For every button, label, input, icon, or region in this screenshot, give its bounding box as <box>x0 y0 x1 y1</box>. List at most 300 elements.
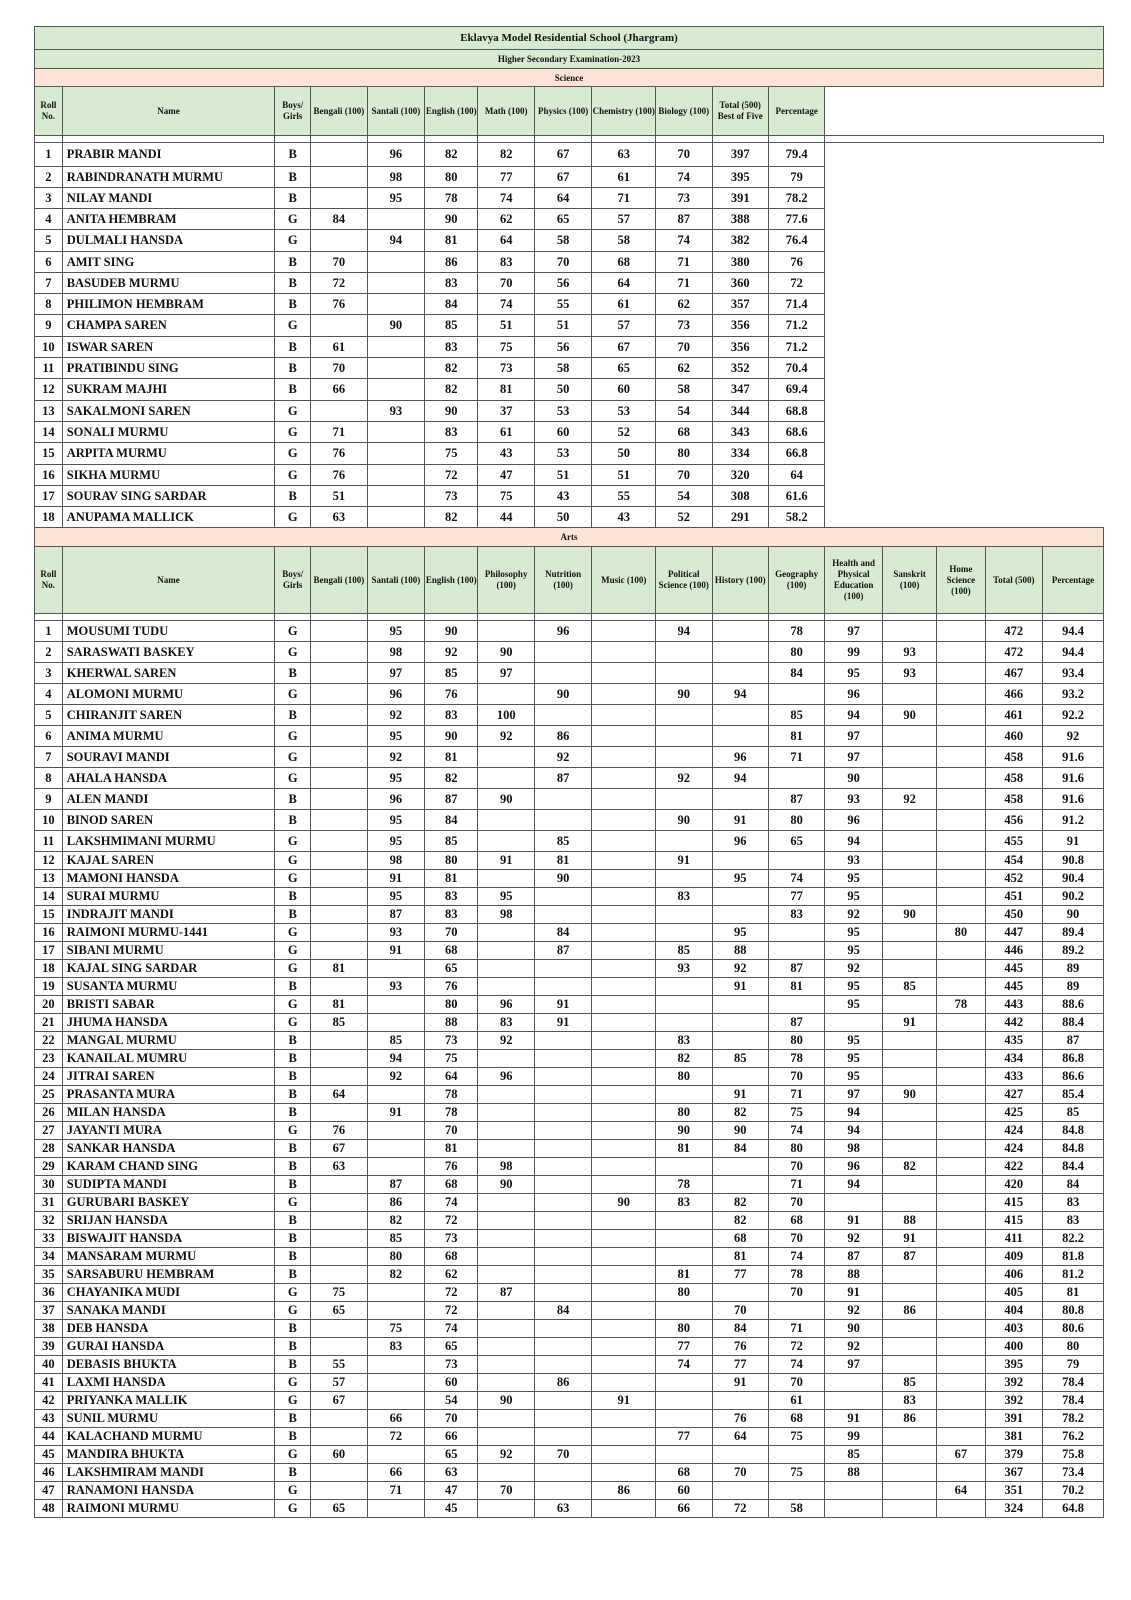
science-column-header: Roll No. <box>35 87 63 136</box>
mark-cell: 63 <box>592 143 656 167</box>
student-name-cell: SARASWATI BASKEY <box>62 642 275 663</box>
roll-no-cell: 32 <box>35 1212 63 1230</box>
mark-cell <box>311 810 367 831</box>
mark-cell: 73 <box>425 486 478 507</box>
student-name-cell: PHILIMON HEMBRAM <box>62 294 275 315</box>
mark-cell: 86 <box>425 252 478 273</box>
mark-cell: 91.2 <box>1043 810 1104 831</box>
student-name-cell: ANITA HEMBRAM <box>62 209 275 230</box>
science-column-header: Boys/ Girls <box>275 87 311 136</box>
mark-cell: 65 <box>768 831 824 852</box>
mark-cell: 90 <box>425 726 478 747</box>
mark-cell: 334 <box>712 443 768 465</box>
mark-cell: 81 <box>768 978 824 996</box>
mark-cell: G <box>275 443 311 465</box>
science-table-row <box>35 486 1104 507</box>
student-name-cell: KAJAL SAREN <box>62 852 275 870</box>
mark-cell: 72 <box>367 1428 424 1446</box>
mark-cell: 43 <box>592 507 656 528</box>
mark-cell <box>712 1068 768 1086</box>
mark-cell: 75 <box>478 486 534 507</box>
mark-cell: 70 <box>712 1302 768 1320</box>
roll-no-cell: 36 <box>35 1284 63 1302</box>
student-name-cell: ISWAR SAREN <box>62 337 275 358</box>
spacer-cell <box>1043 614 1104 621</box>
mark-cell <box>311 831 367 852</box>
mark-cell: 78 <box>768 621 824 642</box>
mark-cell: 86 <box>534 1374 591 1392</box>
mark-cell: 96 <box>478 996 534 1014</box>
mark-cell: 82 <box>425 507 478 528</box>
arts-table-row <box>35 1482 1104 1500</box>
mark-cell: G <box>275 1500 311 1518</box>
mark-cell <box>592 960 656 978</box>
arts-table-row <box>35 642 1104 663</box>
mark-cell: 406 <box>985 1266 1042 1284</box>
mark-cell: B <box>275 188 311 209</box>
spacer-cell <box>656 614 712 621</box>
mark-cell: 90.4 <box>1043 870 1104 888</box>
mark-cell: 95 <box>367 188 424 209</box>
mark-cell: 92 <box>425 642 478 663</box>
arts-table-row <box>35 924 1104 942</box>
mark-cell: 94.4 <box>1043 621 1104 642</box>
mark-cell: B <box>275 888 311 906</box>
student-name-cell: KHERWAL SAREN <box>62 663 275 684</box>
mark-cell: 76 <box>311 465 367 486</box>
mark-cell <box>367 273 424 294</box>
roll-no-cell: 39 <box>35 1338 63 1356</box>
mark-cell <box>592 642 656 663</box>
arts-table-row <box>35 1050 1104 1068</box>
mark-cell <box>712 726 768 747</box>
mark-cell: 62 <box>656 358 712 379</box>
mark-cell: 291 <box>712 507 768 528</box>
mark-cell <box>592 663 656 684</box>
mark-cell <box>882 1446 936 1464</box>
mark-cell: 53 <box>534 401 591 422</box>
mark-cell <box>311 705 367 726</box>
mark-cell: 53 <box>534 443 591 465</box>
mark-cell: 89 <box>1043 978 1104 996</box>
mark-cell: 403 <box>985 1320 1042 1338</box>
mark-cell <box>592 1122 656 1140</box>
mark-cell <box>311 888 367 906</box>
science-column-header: Chemistry (100) <box>592 87 656 136</box>
mark-cell: 62 <box>425 1266 478 1284</box>
student-name-cell: JAYANTI MURA <box>62 1122 275 1140</box>
mark-cell: B <box>275 252 311 273</box>
mark-cell: G <box>275 1374 311 1392</box>
mark-cell: 97 <box>367 663 424 684</box>
roll-no-cell: 11 <box>35 831 63 852</box>
mark-cell: 90 <box>478 789 534 810</box>
mark-cell: 91.6 <box>1043 768 1104 789</box>
mark-cell: 63 <box>534 1500 591 1518</box>
mark-cell: G <box>275 684 311 705</box>
mark-cell <box>311 1338 367 1356</box>
mark-cell: 51 <box>534 465 591 486</box>
mark-cell <box>592 906 656 924</box>
mark-cell: 76.4 <box>768 230 824 252</box>
mark-cell: 87 <box>882 1248 936 1266</box>
mark-cell <box>534 1230 591 1248</box>
mark-cell: 66 <box>367 1410 424 1428</box>
mark-cell <box>882 1032 936 1050</box>
mark-cell: 81 <box>478 379 534 401</box>
mark-cell <box>882 924 936 942</box>
roll-no-cell: 3 <box>35 188 63 209</box>
mark-cell: 96 <box>367 789 424 810</box>
mark-cell <box>937 1158 985 1176</box>
mark-cell <box>937 888 985 906</box>
mark-cell: 71 <box>768 1176 824 1194</box>
mark-cell <box>937 1212 985 1230</box>
mark-cell: 81 <box>311 996 367 1014</box>
mark-cell: 57 <box>311 1374 367 1392</box>
mark-cell: 67 <box>534 167 591 188</box>
mark-cell: 78.2 <box>1043 1410 1104 1428</box>
mark-cell <box>656 1086 712 1104</box>
science-row-filler <box>825 273 1104 294</box>
roll-no-cell: 35 <box>35 1266 63 1284</box>
roll-no-cell: 19 <box>35 978 63 996</box>
mark-cell: 71.2 <box>768 337 824 358</box>
mark-cell: 379 <box>985 1446 1042 1464</box>
mark-cell <box>656 789 712 810</box>
roll-no-cell: 4 <box>35 209 63 230</box>
mark-cell: 87 <box>656 209 712 230</box>
mark-cell <box>937 1050 985 1068</box>
mark-cell: 90 <box>882 1086 936 1104</box>
mark-cell <box>712 789 768 810</box>
mark-cell <box>592 1176 656 1194</box>
arts-table-row <box>35 1446 1104 1464</box>
mark-cell <box>768 1302 824 1320</box>
mark-cell <box>478 1302 534 1320</box>
mark-cell: 74 <box>768 870 824 888</box>
mark-cell: 395 <box>712 167 768 188</box>
mark-cell: 97 <box>478 663 534 684</box>
mark-cell: 411 <box>985 1230 1042 1248</box>
mark-cell <box>478 1266 534 1284</box>
mark-cell: 85.4 <box>1043 1086 1104 1104</box>
mark-cell <box>534 1140 591 1158</box>
section-label-arts: Arts <box>35 528 1104 547</box>
mark-cell <box>656 642 712 663</box>
student-name-cell: BASUDEB MURMU <box>62 273 275 294</box>
arts-table-row <box>35 1032 1104 1050</box>
mark-cell: 88 <box>425 1014 478 1032</box>
mark-cell: 58 <box>656 379 712 401</box>
mark-cell: B <box>275 1212 311 1230</box>
mark-cell <box>534 1194 591 1212</box>
spacer-cell <box>534 136 591 143</box>
mark-cell: 94 <box>825 705 882 726</box>
mark-cell: G <box>275 942 311 960</box>
mark-cell <box>311 1248 367 1266</box>
roll-no-cell: 13 <box>35 401 63 422</box>
mark-cell: 90 <box>534 684 591 705</box>
mark-cell <box>592 1284 656 1302</box>
page-subtitle: Higher Secondary Examination-2023 <box>35 50 1104 69</box>
section-label-science: Science <box>35 69 1104 87</box>
mark-cell: 452 <box>985 870 1042 888</box>
mark-cell <box>937 1392 985 1410</box>
arts-table-row <box>35 960 1104 978</box>
roll-no-cell: 4 <box>35 684 63 705</box>
science-row-filler <box>825 443 1104 465</box>
arts-column-header: Music (100) <box>592 547 656 614</box>
mark-cell: 70 <box>425 1122 478 1140</box>
mark-cell: 78 <box>425 1086 478 1104</box>
mark-cell: 96 <box>534 621 591 642</box>
mark-cell: 51 <box>534 315 591 337</box>
spacer-cell <box>712 136 768 143</box>
mark-cell <box>478 1140 534 1158</box>
student-name-cell: SURAI MURMU <box>62 888 275 906</box>
student-name-cell: SUDIPTA MANDI <box>62 1176 275 1194</box>
mark-cell: 52 <box>592 422 656 443</box>
science-table-row <box>35 465 1104 486</box>
mark-cell <box>937 642 985 663</box>
mark-cell: 400 <box>985 1338 1042 1356</box>
mark-cell: 73 <box>425 1230 478 1248</box>
mark-cell: 96 <box>712 747 768 768</box>
spacer-cell <box>478 136 534 143</box>
mark-cell: 91 <box>534 1014 591 1032</box>
mark-cell: 445 <box>985 978 1042 996</box>
mark-cell: 68 <box>656 422 712 443</box>
student-name-cell: SANKAR HANSDA <box>62 1140 275 1158</box>
mark-cell <box>478 960 534 978</box>
student-name-cell: JHUMA HANSDA <box>62 1014 275 1032</box>
roll-no-cell: 11 <box>35 358 63 379</box>
mark-cell: 85 <box>425 831 478 852</box>
mark-cell <box>882 1050 936 1068</box>
mark-cell: 87 <box>534 942 591 960</box>
mark-cell <box>882 1104 936 1122</box>
mark-cell: 96 <box>825 810 882 831</box>
roll-no-cell: 2 <box>35 642 63 663</box>
mark-cell: 95 <box>367 726 424 747</box>
roll-no-cell: 5 <box>35 705 63 726</box>
mark-cell: 87 <box>478 1284 534 1302</box>
mark-cell <box>937 942 985 960</box>
mark-cell: 60 <box>425 1374 478 1392</box>
mark-cell <box>825 1392 882 1410</box>
mark-cell: B <box>275 1428 311 1446</box>
arts-table-row <box>35 888 1104 906</box>
mark-cell: 45 <box>425 1500 478 1518</box>
mark-cell <box>768 996 824 1014</box>
mark-cell <box>937 852 985 870</box>
mark-cell <box>478 1194 534 1212</box>
roll-no-cell: 15 <box>35 443 63 465</box>
arts-table-row <box>35 870 1104 888</box>
mark-cell: 58 <box>534 230 591 252</box>
mark-cell <box>592 1320 656 1338</box>
mark-cell <box>656 1230 712 1248</box>
mark-cell: 86.8 <box>1043 1050 1104 1068</box>
mark-cell: 63 <box>311 1158 367 1176</box>
mark-cell <box>592 1464 656 1482</box>
mark-cell <box>367 1140 424 1158</box>
mark-cell: 70 <box>656 143 712 167</box>
mark-cell: 356 <box>712 315 768 337</box>
mark-cell <box>367 1446 424 1464</box>
mark-cell <box>367 1158 424 1176</box>
mark-cell <box>311 1230 367 1248</box>
mark-cell <box>478 1212 534 1230</box>
arts-table-row <box>35 684 1104 705</box>
mark-cell: 98 <box>825 1140 882 1158</box>
spacer-cell <box>534 614 591 621</box>
mark-cell: 87 <box>1043 1032 1104 1050</box>
mark-cell: 82 <box>425 768 478 789</box>
arts-table-row <box>35 726 1104 747</box>
mark-cell: B <box>275 1158 311 1176</box>
mark-cell <box>534 1392 591 1410</box>
mark-cell: 86 <box>882 1410 936 1428</box>
mark-cell: 61 <box>592 294 656 315</box>
mark-cell: 95 <box>367 831 424 852</box>
arts-table-row <box>35 1140 1104 1158</box>
mark-cell: 56 <box>534 337 591 358</box>
mark-cell: 88 <box>712 942 768 960</box>
mark-cell <box>592 1374 656 1392</box>
mark-cell: 50 <box>534 507 591 528</box>
science-column-header: Percentage <box>768 87 824 136</box>
student-name-cell: MILAN HANSDA <box>62 1104 275 1122</box>
mark-cell <box>937 831 985 852</box>
mark-cell: 93 <box>367 401 424 422</box>
mark-cell: 80 <box>937 924 985 942</box>
spacer-cell <box>478 614 534 621</box>
mark-cell <box>937 870 985 888</box>
mark-cell: 91.6 <box>1043 789 1104 810</box>
mark-cell: 93 <box>367 924 424 942</box>
mark-cell: 72 <box>712 1500 768 1518</box>
arts-column-header: English (100) <box>425 547 478 614</box>
mark-cell: 90 <box>367 315 424 337</box>
mark-cell: 87 <box>367 1176 424 1194</box>
mark-cell <box>478 924 534 942</box>
arts-column-header: Total (500) <box>985 547 1042 614</box>
student-name-cell: SOURAVI MANDI <box>62 747 275 768</box>
mark-cell: 92 <box>825 1302 882 1320</box>
student-name-cell: ALOMONI MURMU <box>62 684 275 705</box>
mark-cell: 96 <box>367 684 424 705</box>
roll-no-cell: 40 <box>35 1356 63 1374</box>
mark-cell: 89 <box>1043 960 1104 978</box>
arts-table-row <box>35 996 1104 1014</box>
mark-cell: 61.6 <box>768 486 824 507</box>
mark-cell <box>534 705 591 726</box>
mark-cell: G <box>275 465 311 486</box>
mark-cell: 77 <box>656 1428 712 1446</box>
science-column-header: Name <box>62 87 275 136</box>
mark-cell <box>311 1320 367 1338</box>
mark-cell <box>592 942 656 960</box>
mark-cell: 85 <box>425 315 478 337</box>
arts-table-row <box>35 1104 1104 1122</box>
mark-cell <box>937 1374 985 1392</box>
mark-cell: 425 <box>985 1104 1042 1122</box>
student-name-cell: MOUSUMI TUDU <box>62 621 275 642</box>
student-name-cell: LAXMI HANSDA <box>62 1374 275 1392</box>
student-name-cell: DEBASIS BHUKTA <box>62 1356 275 1374</box>
mark-cell: 75 <box>425 443 478 465</box>
arts-table-row <box>35 1086 1104 1104</box>
mark-cell <box>712 621 768 642</box>
mark-cell: 82 <box>712 1194 768 1212</box>
mark-cell <box>656 996 712 1014</box>
mark-cell: 72 <box>768 1338 824 1356</box>
mark-cell: 73 <box>425 1032 478 1050</box>
mark-cell: 68 <box>712 1230 768 1248</box>
spacer-cell <box>35 614 63 621</box>
mark-cell: 91 <box>712 1374 768 1392</box>
mark-cell <box>882 810 936 831</box>
mark-cell <box>656 726 712 747</box>
mark-cell: 320 <box>712 465 768 486</box>
mark-cell <box>311 230 367 252</box>
mark-cell <box>592 1158 656 1176</box>
mark-cell <box>656 831 712 852</box>
mark-cell: 68 <box>656 1464 712 1482</box>
mark-cell: 76 <box>311 294 367 315</box>
mark-cell: 456 <box>985 810 1042 831</box>
mark-cell: 382 <box>712 230 768 252</box>
mark-cell: 77 <box>712 1266 768 1284</box>
mark-cell <box>367 337 424 358</box>
mark-cell: G <box>275 401 311 422</box>
roll-no-cell: 30 <box>35 1176 63 1194</box>
mark-cell: 76 <box>425 978 478 996</box>
science-table-row <box>35 252 1104 273</box>
mark-cell: 57 <box>592 209 656 230</box>
mark-cell: 55 <box>592 486 656 507</box>
roll-no-cell: 7 <box>35 273 63 294</box>
mark-cell <box>478 1500 534 1518</box>
mark-cell: G <box>275 768 311 789</box>
arts-table-row <box>35 810 1104 831</box>
mark-cell: 356 <box>712 337 768 358</box>
mark-cell <box>311 726 367 747</box>
mark-cell: 84.8 <box>1043 1140 1104 1158</box>
mark-cell: 467 <box>985 663 1042 684</box>
mark-cell: 84 <box>534 924 591 942</box>
mark-cell <box>882 1428 936 1446</box>
mark-cell: 75 <box>425 1050 478 1068</box>
mark-cell: 95 <box>825 942 882 960</box>
mark-cell: 80 <box>1043 1338 1104 1356</box>
mark-cell: 80 <box>367 1248 424 1266</box>
roll-no-cell: 31 <box>35 1194 63 1212</box>
mark-cell: 90 <box>425 621 478 642</box>
mark-cell: 75 <box>768 1104 824 1122</box>
student-name-cell: PRASANTA MURA <box>62 1086 275 1104</box>
science-table-row <box>35 230 1104 252</box>
mark-cell: 94 <box>825 1104 882 1122</box>
mark-cell: 70 <box>712 1464 768 1482</box>
mark-cell <box>882 1356 936 1374</box>
mark-cell: 76.2 <box>1043 1428 1104 1446</box>
mark-cell: G <box>275 422 311 443</box>
mark-cell <box>592 1140 656 1158</box>
student-name-cell: LAKSHMIMANI MURMU <box>62 831 275 852</box>
